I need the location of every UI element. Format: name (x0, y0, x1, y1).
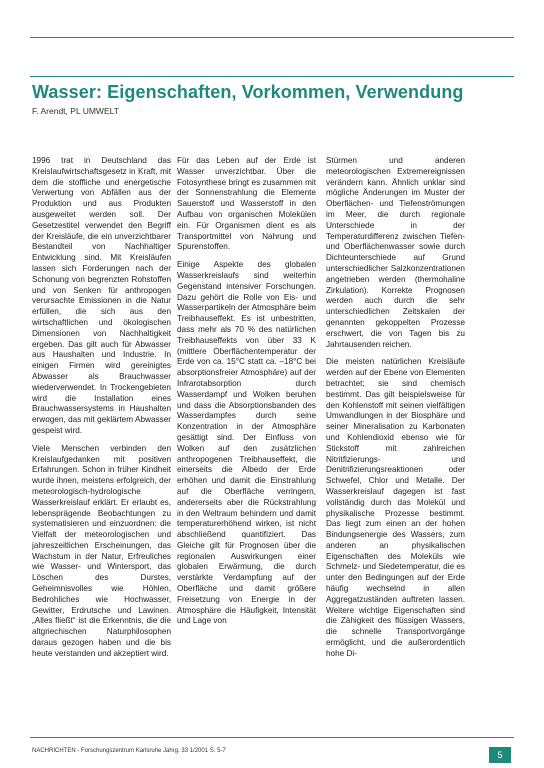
journal-footer: NACHRICHTEN - Forschungszentrum Karlsruhe Jahrg. 33 1/2001 S. 5-7 (32, 748, 226, 754)
text-column-3 (326, 156, 465, 724)
paragraph: 1996 trat in Deutschland das Kreislaufwirtschaftsgesetz in Kraft, mit dem die stoffliche und energetische Verwertung von Abfällen aus der Produktion und aus Produkten ausgeweitet werden soll. Der Gesetzestitel verwendet den Begriff der Kreisläufe, die ein unverzichtbarer Bestandteil von Nachhaltiger Entwicklung sind. Mit Kreisläufen lassen sich Forderungen nach der Schonung von begrenzten Rohstoffen und von Senken für anthropogen verursachte Emissionen in die Natur erfüllen, die sich aus den wirtschaftlichen und ökologischen Dimensionen von Nachhaltigkeit ergeben. Das gilt auch für Abwasser aus Haushalten und Industrie. In einigen Firmen wird gereinigtes Abwasser als Brauchwasser wiederverwendet. In Trockengebieten wird die Installation eines Brauchwassersystems in Haushalten erwogen, das mit geklärtem Abwasser gespeist wird. (32, 156, 171, 435)
paragraph: Stürmen und anderen meteorologischen Extremereignissen verändern kann. Ähnlich unklar sind mögliche Änderungen im Muster der Oberflächen- und Tiefenströmungen im Meer, die durch regionale Unterschiede in der Temperaturdifferenz zwischen Tiefen- und Oberflächenwasser sowie durch Dichteunterschiede auf Grund unterschiedlicher Salzkonzentrationen angetrieben werden (thermohaline Zirkulation). Korrekte Prognosen werden auch durch die sehr unterschiedlichen Zeitskalen der genannten gekoppelten Prozesse erschwert, die von Tagen bis zu Jahrtausenden reichen. (326, 156, 465, 349)
article-authors: F. Arendt, PL UMWELT (32, 106, 119, 116)
top-rule (30, 37, 514, 38)
header-rule (30, 76, 514, 77)
text-column-2 (177, 156, 316, 724)
page-number: 5 (489, 747, 511, 763)
paragraph: Die meisten natürlichen Kreisläufe werden auf der Ebene von Elementen betrachtet; sie sind chemisch bestimmt. Das gilt beispielsweise für den Kohlenstoff mit seinen vielfältigen Umwandlungen in der Biosphäre und seiner Mineralisation zu Karbonaten und Kohlendioxid ebenso wie für Stickstoff mit zahlreichen Nitritfizierungs- und Denitrifizierungsreaktionen oder Schwefel, Chlor und Metalle. Der Wasserkreislauf dagegen ist fast vollständig durch das Molekül und physikalische Prozesse bestimmt. Das liegt zum einen an der hohen Bindungsenergie des Wassers, zum anderen an physikalischen Eigenschaften des Moleküls wie Schmelz- und Siedetemperatur, die es unter den Bedingungen auf der Erde häufig wechselnd in allen Aggregatzuständen auftreten lassen. Weitere wichtige Eigenschaften sind die Zähigkeit des flüssigen Wassers, die schnelle Transportvorgänge ermöglicht, und die außerordentlich hohe Di- (326, 357, 465, 658)
footer-rule (30, 737, 514, 738)
paragraph: Für das Leben auf der Erde ist Wasser unverzichtbar. Über die Fotosynthese bringt es zusammen mit der Sonnenstrahlung die Elemente Sauerstoff und Wasserstoff in den Aufbau von organischen Molekülen ein. Für Organismen dient es als Transportmittel von Nahrung und Spurenstoffen. (177, 156, 316, 252)
text-column-1 (32, 156, 171, 724)
article-title: Wasser: Eigenschaften, Vorkommen, Verwendung (32, 82, 464, 102)
paragraph: Einige Aspekte des globalen Wasserkreislaufs sind weiterhin Gegenstand intensiver Forschungen. Dazu gehört die Rolle von Eis- und Wasserpartikeln der Atmosphäre beim Treibhauseffekt. Es ist unbestritten, dass mehr als 70 % des natürlichen Treibhauseffekts von über 33 K (mittlere Oberflächentemperatur der Erde von ca. 15°C statt ca. –18°C bei absorptionsfreier Atmosphäre) auf der Infrarotabsorption durch Wasserdampf und Wolken beruhen und dass die Absorptionsbanden des Wasserdampfes durch seine Konzentration in der Atmosphäre gesättigt sind. Der Einfluss von Wolken auf den zusätzlichen anthropogenen Treibhauseffekt, die einerseits die Albedo der Erde erhöhen und damit die Einstrahlung auf die Oberfläche verringern, andererseits aber die Rückstrahlung in den Weltraum behindern und damit temperaturerhöhend wirken, ist nicht abschließend quantifiziert. Das Gleiche gilt für Prognosen über die regionalen Auswirkungen einer globalen Erwärmung, die durch verstärkte Verdampfung auf der Oberfläche und damit größere Freisetzung von Energie in der Atmosphäre die Häufigkeit, Intensität und Lage von (177, 260, 316, 626)
paragraph: Viele Menschen verbinden den Kreislaufgedanken mit positiven Erfahrungen. Schon in früher Kindheit wurde ihnen, meistens erfolgreich, der meteorologisch-hydrologische Wasserkreislauf erklärt. Er erlaubt es, lebensprägende Beobachtungen zu systematisieren und einzuordnen: die Vielfalt der meteorologischen und jahreszeitlichen Erscheinungen, das Wachstum in der Natur, Erfreuliches wie Wasser- und Wintersport, das Löschen des Durstes, Geheimnisvolles wie Höhlen, Bedrohliches wie Hochwasser, Gewitter, Erdrutsche und Lawinen. „Alles fließt“ ist die Erkenntnis, die die altgriechischen Naturphilosophen daraus gezogen haben und die bis heute verstanden und akzeptiert wird. (32, 443, 171, 658)
